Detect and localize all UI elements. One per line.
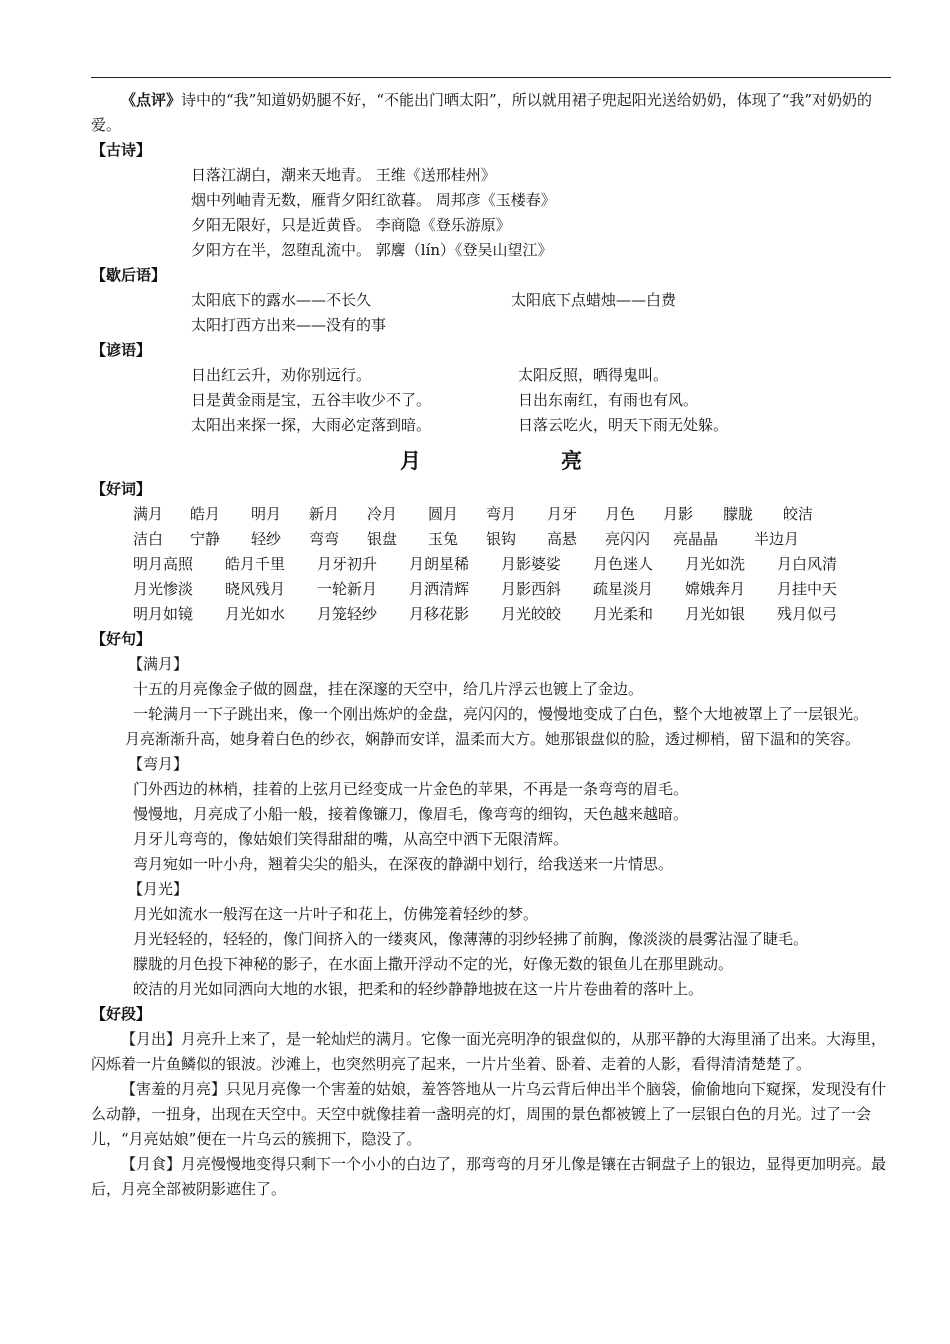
good-word: 冷月 [367,505,398,523]
good-words-row [133,552,891,577]
sentence: 门外西边的林梢，挂着的上弦月已经变成一片金色的苹果，不再是一条弯弯的眉毛。 [133,780,689,798]
sentence: 慢慢地，月亮成了小船一般，接着像镰刀，像眉毛，像弯弯的细钩，天色越来越暗。 [133,805,689,823]
good-word: 玉兔 [428,530,459,548]
good-word: 新月 [309,505,340,523]
poem-line: 日落江湖白，潮来天地青。 王维《送邢桂州》 [191,166,496,184]
commentary-label: 《点评》 [121,91,182,109]
good-word: 亮晶晶 [673,530,719,548]
good-word: 弯月 [486,505,517,523]
xiehouyu-heading: 【歇后语】 [91,266,167,284]
proverbs-heading: 【谚语】 [91,341,152,359]
proverb-item: 日出红云升，劝你别远行。 [191,366,372,384]
good-words-row [133,577,891,602]
good-word: 月移花影 [409,605,470,623]
good-sentences-heading: 【好句】 [91,630,152,648]
good-word: 月光如银 [685,605,746,623]
good-words-row [133,502,891,527]
good-word: 晓风残月 [225,580,286,598]
good-word: 月光皎皎 [501,605,562,623]
good-word: 朦胧 [723,505,754,523]
subheading-full-moon: 【满月】 [128,655,189,673]
good-word: 亮闪闪 [605,530,651,548]
sentence: 月光轻轻的，轻轻的，像门间挤入的一缕爽风，像薄薄的羽纱轻拂了前胸，像淡淡的晨雾沾湿了睫毛。 [133,930,809,948]
good-word: 高悬 [547,530,578,548]
paragraph: 【月出】月亮升上来了，是一轮灿烂的满月。它像一面光亮明净的银盘似的，从那平静的大海里涌了出来。大海里，闪烁着一片鱼鳞似的银波。沙滩上，也突然明亮了起来，一片片坐着、卧着、走着的人影，看得清清楚楚了。 [91,1030,887,1073]
good-word: 月影西斜 [501,580,562,598]
good-word: 月光如水 [225,605,286,623]
sentence: 皎洁的月光如同洒向大地的水银，把柔和的轻纱静静地披在这一片片卷曲着的落叶上。 [133,980,704,998]
proverb-item: 日是黄金雨是宝，五谷丰收少不了。 [191,391,432,409]
proverb-row [91,388,891,413]
subheading-crescent: 【弯月】 [128,755,189,773]
good-word: 疏星淡月 [593,580,654,598]
proverb-item: 日落云吃火，明天下雨无处躲。 [518,416,729,434]
poems-heading: 【古诗】 [91,141,152,159]
sentence: 朦胧的月色投下神秘的影子，在水面上撒开浮动不定的光，好像无数的银鱼儿在那里跳动。 [133,955,734,973]
proverb-row [91,413,891,438]
paragraph: 【害羞的月亮】只见月亮像一个害羞的姑娘，羞答答地从一片乌云背后伸出半个脑袋，偷偷地向下窥探，发现没有什么动静，一扭身，出现在天空中。天空中就像挂着一盏明亮的灯，周围的景色都被镀上了一层银白色的月光。过了一会儿，“月亮姑娘”便在一片乌云的簇拥下，隐没了。 [91,1080,887,1148]
good-word: 月朗星稀 [409,555,470,573]
poem-line: 烟中列岫青无数，雁背夕阳红欲暮。 周邦彦《玉楼春》 [191,191,556,209]
good-word: 明月 [251,505,282,523]
xiehouyu-item: 太阳打西方出来——没有的事 [191,316,387,334]
good-word: 半边月 [754,530,800,548]
paragraph: 【月食】月亮慢慢地变得只剩下一个小小的白边了，那弯弯的月牙儿像是镶在古铜盘子上的银边，显得更加明亮。最后，月亮全部被阴影遮住了。 [91,1155,887,1198]
proverb-item: 日出东南红，有雨也有风。 [518,391,699,409]
xiehouyu-item: 太阳底下点蜡烛——白费 [511,291,677,309]
good-word: 残月似弓 [777,605,838,623]
good-word: 明月如镜 [133,605,194,623]
section-title [91,448,891,473]
sentence: 月牙儿弯弯的，像姑娘们笑得甜甜的嘴，从高空中洒下无限清辉。 [133,830,569,848]
commentary-text: 诗中的“我”知道奶奶腿不好，“不能出门晒太阳”，所以就用裙子兜起阳光送给奶奶，体现了“我”对奶奶的爱。 [91,91,873,134]
sentence: 十五的月亮像金子做的圆盘，挂在深邃的天空中，给几片浮云也镀上了金边。 [133,680,644,698]
good-word: 皓月千里 [225,555,286,573]
top-rule [91,77,891,78]
good-word: 月笼轻纱 [317,605,378,623]
proverb-item: 太阳反照，晒得鬼叫。 [518,366,669,384]
good-word: 银钩 [486,530,517,548]
sentence: 月光如流水一般泻在这一片叶子和花上，仿佛笼着轻纱的梦。 [133,905,539,923]
document-page [91,88,891,1202]
xiehouyu-item: 太阳底下的露水——不长久 [191,291,372,309]
good-paragraphs-heading: 【好段】 [91,1005,152,1023]
good-word: 月牙 [547,505,578,523]
subheading-moonlight: 【月光】 [128,880,189,898]
good-word: 月白风清 [777,555,838,573]
proverb-item: 太阳出来探一探，大雨必定落到暗。 [191,416,432,434]
good-word: 洁白 [133,530,164,548]
good-word: 银盘 [367,530,398,548]
good-word: 嫦娥奔月 [685,580,746,598]
good-word: 月洒清辉 [409,580,470,598]
good-word: 满月 [133,505,164,523]
good-word: 圆月 [428,505,459,523]
good-word: 皓月 [190,505,221,523]
sentence: 弯月宛如一叶小舟，翘着尖尖的船头，在深夜的静湖中划行，给我送来一片情思。 [133,855,674,873]
good-word: 月色 [605,505,636,523]
good-word: 轻纱 [251,530,282,548]
section-title-char: 月 [400,448,421,473]
good-word: 月光如洗 [685,555,746,573]
good-word: 弯弯 [309,530,340,548]
poem-line: 夕阳方在半，忽堕乱流中。 郭麐（lín）《登吴山望江》 [191,241,553,259]
proverb-row [91,363,891,388]
good-words-row [133,602,891,627]
poem-line: 夕阳无限好，只是近黄昏。 李商隐《登乐游原》 [191,216,511,234]
good-word: 月牙初升 [317,555,378,573]
good-word: 月影婆娑 [501,555,562,573]
good-word: 月光柔和 [593,605,654,623]
good-word: 皎洁 [783,505,814,523]
xiehouyu-row [91,288,891,313]
section-title-char: 亮 [561,448,582,473]
good-word: 一轮新月 [317,580,378,598]
good-word: 月光惨淡 [133,580,194,598]
good-words-row [133,527,891,552]
good-word: 月影 [663,505,694,523]
good-words-grid [91,502,891,627]
commentary [91,88,891,138]
good-word: 宁静 [190,530,221,548]
good-word: 月挂中天 [777,580,838,598]
good-word: 月色迷人 [593,555,654,573]
good-word: 明月高照 [133,555,194,573]
sentence: 一轮满月一下子跳出来，像一个刚出炼炉的金盘，亮闪闪的，慢慢地变成了白色，整个大地被罩上了一层银光。 [133,705,869,723]
good-words-heading: 【好词】 [91,480,152,498]
xiehouyu-row [91,313,891,338]
sentence: 月亮渐渐升高，她身着白色的纱衣，娴静而安详，温柔而大方。她那银盘似的脸，透过柳梢，留下温和的笑容。 [125,730,861,748]
